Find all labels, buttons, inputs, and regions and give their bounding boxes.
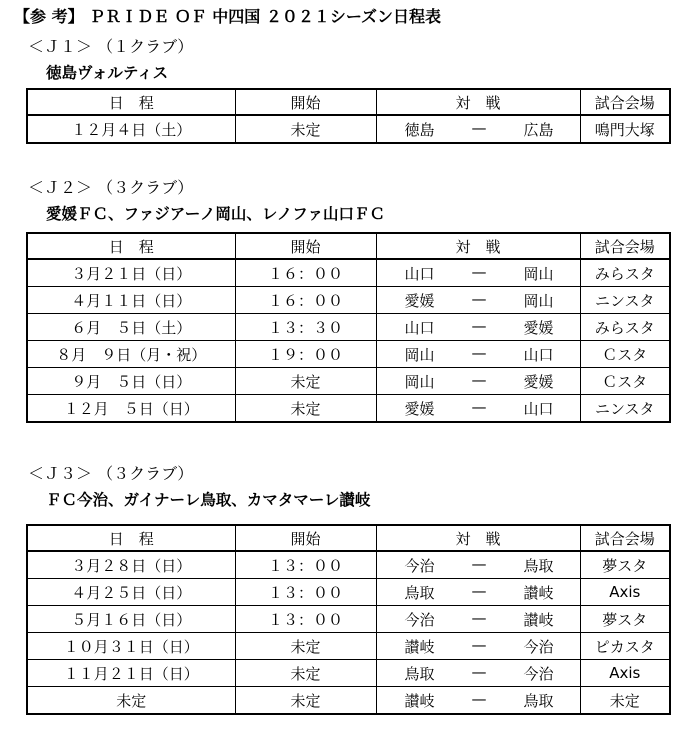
away-team: 今治	[523, 637, 554, 656]
cell-date: １１月２１日（日）	[27, 660, 235, 687]
header-start: 開始	[235, 89, 376, 115]
match-separator: —	[471, 316, 487, 335]
cell-match	[376, 341, 580, 368]
match-separator: —	[471, 689, 487, 708]
match-separator: —	[471, 662, 487, 681]
table-row	[27, 633, 670, 660]
cell-date: ５月１６日（日）	[27, 606, 235, 633]
j1-schedule-table	[26, 88, 671, 144]
cell-match	[376, 660, 580, 687]
cell-match	[376, 551, 580, 579]
table-row	[27, 259, 670, 287]
cell-venue: Axis	[580, 660, 670, 687]
cell-match	[376, 368, 580, 395]
cell-date: ６月 ５日（土）	[27, 314, 235, 341]
match-separator: —	[471, 289, 487, 308]
header-match: 対 戦	[376, 233, 580, 259]
cell-venue: みらスタ	[580, 314, 670, 341]
cell-venue: Ｃスタ	[580, 368, 670, 395]
home-team: 徳島	[404, 120, 435, 139]
j1-clubs: 徳島ヴォルティス	[46, 64, 169, 82]
j3-schedule-table	[26, 524, 671, 715]
cell-match	[376, 115, 580, 143]
cell-match	[376, 606, 580, 633]
cell-match	[376, 287, 580, 314]
table-row	[27, 606, 670, 633]
cell-date: 未定	[27, 687, 235, 715]
match-separator: —	[471, 608, 487, 627]
away-team: 讃岐	[523, 610, 554, 629]
away-team: 広島	[523, 120, 554, 139]
header-date: 日 程	[27, 233, 235, 259]
cell-match	[376, 633, 580, 660]
j3-clubs: ＦＣ今治、ガイナーレ鳥取、カマタマーレ讃岐	[46, 491, 371, 509]
cell-date: ４月２５日（日）	[27, 579, 235, 606]
header-venue: 試合会場	[580, 233, 670, 259]
header-match: 対 戦	[376, 89, 580, 115]
table-row	[27, 341, 670, 368]
header-match: 対 戦	[376, 525, 580, 551]
table-row	[27, 287, 670, 314]
cell-start-time: 未定	[235, 368, 376, 395]
cell-venue: みらスタ	[580, 259, 670, 287]
table-row	[27, 368, 670, 395]
table-row	[27, 395, 670, 423]
cell-start-time: １６：００	[235, 287, 376, 314]
header-start: 開始	[235, 525, 376, 551]
table-header-row	[27, 89, 670, 115]
cell-start-time: 未定	[235, 687, 376, 715]
j2-heading: ＜Ｊ２＞ （３クラブ）	[28, 178, 194, 197]
match-separator: —	[471, 397, 487, 416]
table-row	[27, 551, 670, 579]
header-date: 日 程	[27, 89, 235, 115]
away-team: 岡山	[523, 291, 554, 310]
cell-venue: 未定	[580, 687, 670, 715]
cell-start-time: １６：００	[235, 259, 376, 287]
away-team: 鳥取	[523, 556, 554, 575]
home-team: 岡山	[404, 345, 435, 364]
header-venue: 試合会場	[580, 89, 670, 115]
match-separator: —	[471, 635, 487, 654]
match-separator: —	[471, 118, 487, 137]
cell-venue: 鳴門大塚	[580, 115, 670, 143]
cell-date: ４月１１日（日）	[27, 287, 235, 314]
cell-venue: 夢スタ	[580, 551, 670, 579]
table-row	[27, 115, 670, 143]
cell-start-time: １３：３０	[235, 314, 376, 341]
j2-clubs: 愛媛ＦＣ、ファジアーノ岡山、レノファ山口ＦＣ	[46, 205, 385, 223]
match-separator: —	[471, 581, 487, 600]
match-separator: —	[471, 370, 487, 389]
home-team: 鳥取	[404, 583, 435, 602]
away-team: 愛媛	[523, 372, 554, 391]
j2-schedule-table	[26, 232, 671, 423]
cell-venue: ニンスタ	[580, 287, 670, 314]
home-team: 愛媛	[404, 291, 435, 310]
cell-date: １０月３１日（日）	[27, 633, 235, 660]
cell-match	[376, 395, 580, 423]
table-header-row	[27, 233, 670, 259]
table-row	[27, 660, 670, 687]
table-row	[27, 579, 670, 606]
away-team: 今治	[523, 664, 554, 683]
cell-date: ８月 ９日（月・祝）	[27, 341, 235, 368]
match-separator: —	[471, 554, 487, 573]
cell-date: ９月 ５日（日）	[27, 368, 235, 395]
j1-heading: ＜Ｊ１＞ （１クラブ）	[28, 37, 194, 56]
home-team: 岡山	[404, 372, 435, 391]
cell-date: １２月 ５日（日）	[27, 395, 235, 423]
away-team: 山口	[523, 399, 554, 418]
away-team: 讃岐	[523, 583, 554, 602]
home-team: 愛媛	[404, 399, 435, 418]
j3-heading: ＜Ｊ３＞ （３クラブ）	[28, 464, 194, 483]
cell-start-time: １３：００	[235, 606, 376, 633]
match-separator: —	[471, 343, 487, 362]
cell-start-time: １３：００	[235, 551, 376, 579]
header-date: 日 程	[27, 525, 235, 551]
away-team: 愛媛	[523, 318, 554, 337]
cell-match	[376, 579, 580, 606]
home-team: 讃岐	[404, 637, 435, 656]
cell-venue: ニンスタ	[580, 395, 670, 423]
cell-start-time: 未定	[235, 395, 376, 423]
home-team: 山口	[404, 318, 435, 337]
home-team: 今治	[404, 556, 435, 575]
away-team: 岡山	[523, 264, 554, 283]
cell-start-time: 未定	[235, 115, 376, 143]
cell-date: ３月２８日（日）	[27, 551, 235, 579]
away-team: 山口	[523, 345, 554, 364]
table-row	[27, 687, 670, 715]
table-header-row	[27, 525, 670, 551]
cell-start-time: 未定	[235, 633, 376, 660]
page-title: 【参 考】 ＰＲＩＤＥ ＯＦ 中四国 ２０２１シーズン日程表	[14, 7, 442, 26]
home-team: 鳥取	[404, 664, 435, 683]
cell-match	[376, 687, 580, 715]
cell-match	[376, 259, 580, 287]
home-team: 讃岐	[404, 691, 435, 710]
cell-date: ３月２１日（日）	[27, 259, 235, 287]
cell-date: １２月４日（土）	[27, 115, 235, 143]
cell-venue: Axis	[580, 579, 670, 606]
table-row	[27, 314, 670, 341]
cell-start-time: 未定	[235, 660, 376, 687]
header-venue: 試合会場	[580, 525, 670, 551]
cell-match	[376, 314, 580, 341]
header-start: 開始	[235, 233, 376, 259]
cell-start-time: １３：００	[235, 579, 376, 606]
home-team: 山口	[404, 264, 435, 283]
cell-venue: ピカスタ	[580, 633, 670, 660]
match-separator: —	[471, 262, 487, 281]
away-team: 鳥取	[523, 691, 554, 710]
cell-start-time: １９：００	[235, 341, 376, 368]
cell-venue: 夢スタ	[580, 606, 670, 633]
cell-venue: Ｃスタ	[580, 341, 670, 368]
home-team: 今治	[404, 610, 435, 629]
